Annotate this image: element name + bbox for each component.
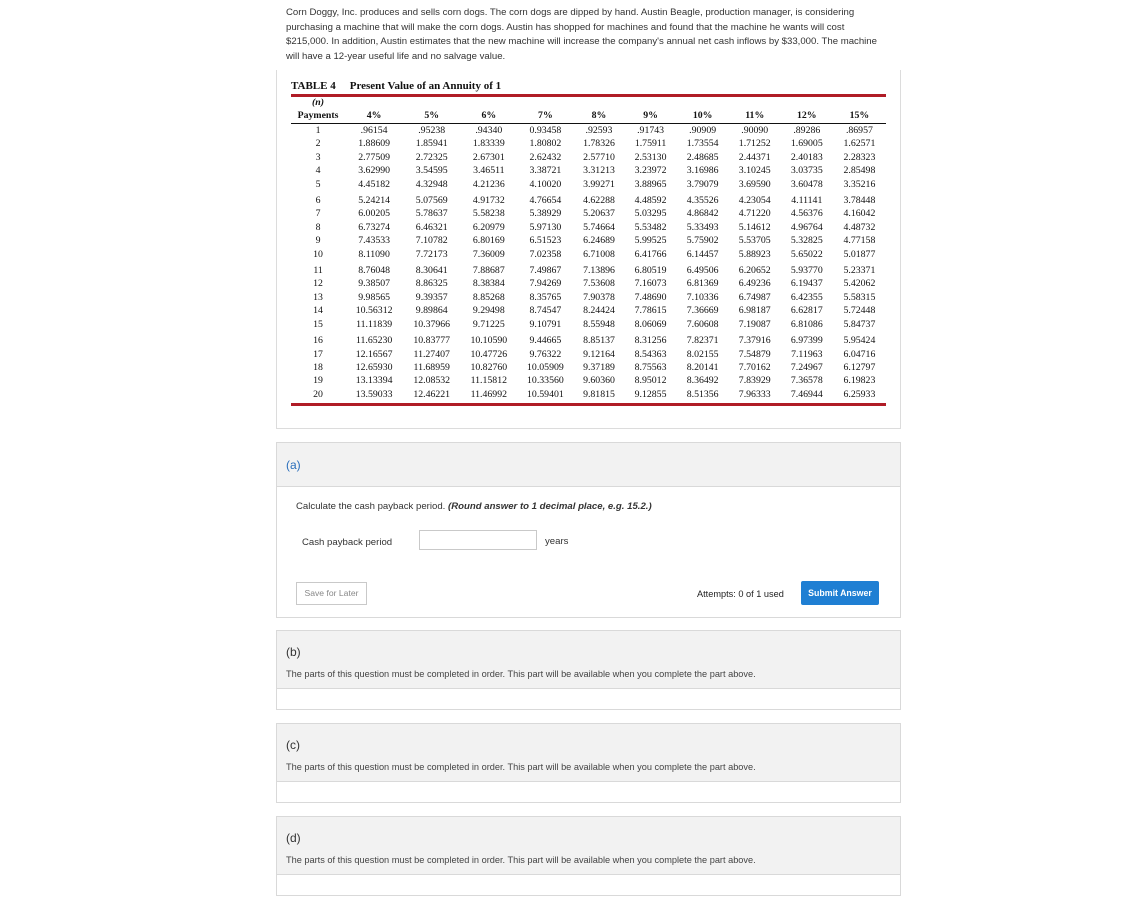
attempts-counter: Attempts: 0 of 1 used (697, 589, 784, 599)
factor-cell: 3.99271 (583, 178, 615, 190)
table-row (291, 164, 886, 177)
factor-cell: 5.95424 (843, 335, 876, 347)
factor-cell: 9.12855 (634, 388, 667, 400)
part-c-body (277, 782, 900, 802)
factor-cell: 6.80169 (472, 235, 505, 247)
rate-header: 4% (345, 109, 403, 124)
factor-cell: 8.95012 (634, 375, 667, 387)
rate-header: 8% (573, 109, 624, 124)
table-row (291, 318, 886, 331)
factor-cell: 3.62990 (358, 165, 391, 177)
factor-cell: 4.86842 (686, 208, 719, 220)
factor-cell: 7.36669 (686, 305, 719, 317)
factor-cell: 7.19087 (738, 318, 771, 330)
table-row (291, 264, 886, 277)
factor-cell: 5.84737 (843, 318, 876, 330)
factor-cell: 9.12164 (583, 348, 615, 360)
factor-cell: 5.14612 (738, 221, 771, 233)
annuity-table (291, 78, 886, 406)
period-cell: 18 (313, 361, 323, 373)
factor-cell: 4.76654 (529, 195, 562, 207)
part-a-instruction (296, 501, 652, 512)
factor-cell: 2.48685 (686, 151, 719, 163)
factor-cell: 3.78448 (843, 195, 876, 207)
factor-cell: 4.11141 (791, 195, 823, 207)
factor-cell: 9.81815 (583, 388, 615, 400)
factor-cell: 2.44371 (738, 151, 771, 163)
factor-cell: .94340 (475, 125, 503, 136)
factor-cell: 3.54595 (415, 165, 448, 177)
factor-cell: 7.24967 (790, 361, 823, 373)
factor-cell: .90090 (741, 125, 769, 136)
factor-cell: 9.89864 (415, 305, 448, 317)
table-row (291, 194, 886, 207)
factor-cell: 2.57710 (583, 151, 615, 163)
factor-cell: 5.42062 (843, 278, 876, 290)
factor-cell: 7.11963 (791, 348, 823, 360)
table-row (291, 234, 886, 247)
table-row (291, 207, 886, 220)
factor-cell: 10.37966 (413, 318, 451, 330)
factor-cell: 8.11090 (358, 248, 390, 260)
factor-cell: 7.53608 (583, 278, 615, 290)
period-cell: 7 (315, 208, 321, 220)
cash-payback-label: Cash payback period (302, 537, 393, 548)
factor-cell: 6.41766 (634, 248, 667, 260)
factor-cell: 10.10590 (470, 335, 508, 347)
part-d-body (277, 875, 900, 895)
factor-cell: 8.86325 (415, 278, 448, 290)
factor-cell: 1.69005 (790, 138, 823, 150)
factor-cell: 1.83339 (472, 138, 505, 150)
factor-cell: 7.83929 (738, 375, 771, 387)
rate-header: 5% (403, 109, 460, 124)
factor-cell: 10.33560 (527, 375, 564, 387)
period-cell: 5 (315, 178, 321, 190)
factor-cell: 6.98187 (738, 305, 771, 317)
factor-cell: 2.28323 (843, 151, 876, 163)
factor-cell: 1.78326 (583, 138, 615, 150)
units-label: years (545, 536, 569, 547)
table-row (291, 277, 886, 290)
factor-cell: 7.13896 (583, 265, 615, 277)
factor-cell: 6.04716 (843, 348, 876, 360)
factor-cell: 7.70162 (738, 361, 771, 373)
factor-cell: 4.21236 (472, 178, 505, 190)
table-row (291, 178, 886, 191)
factor-cell: 8.35765 (529, 291, 562, 303)
part-c-section (276, 723, 901, 803)
factor-cell: 4.91732 (472, 195, 505, 207)
factor-cell: 1.85941 (415, 138, 448, 150)
factor-cell: 1.62571 (843, 138, 876, 150)
factor-cell: 9.38507 (358, 278, 391, 290)
n-header: (n) (312, 97, 325, 108)
table-row (291, 334, 886, 347)
factor-cell: 5.23371 (843, 265, 876, 277)
factor-cell: 7.37916 (738, 335, 771, 347)
part-c-locked-message: The parts of this question must be completed in order. This part will be available when you complete the part above. (286, 762, 756, 772)
part-d-letter: (d) (286, 831, 301, 845)
factor-cell: 8.74547 (529, 305, 562, 317)
rate-header: 11% (729, 109, 781, 124)
factor-cell: 1.80802 (529, 138, 562, 150)
factor-cell: 3.31213 (583, 165, 615, 177)
factor-cell: 13.59033 (355, 388, 393, 400)
payments-header: Payments (291, 109, 345, 124)
factor-cell: 6.14457 (686, 248, 719, 260)
factor-cell: 4.32948 (415, 178, 448, 190)
factor-cell: .95238 (418, 125, 446, 136)
table-row (291, 361, 886, 374)
factor-cell: 2.67301 (472, 151, 505, 163)
period-cell: 16 (313, 335, 323, 347)
period-cell: 3 (315, 151, 321, 163)
period-cell: 1 (315, 125, 321, 136)
factor-cell: 4.35526 (686, 195, 719, 207)
factor-cell: 5.58238 (472, 208, 505, 220)
rate-header: 12% (781, 109, 833, 124)
factor-cell: 7.16073 (634, 278, 667, 290)
factor-cell: 6.81369 (686, 278, 719, 290)
factor-cell: 5.75902 (686, 235, 719, 247)
factor-cell: .86957 (845, 125, 873, 136)
factor-cell: 5.03295 (634, 208, 667, 220)
factor-cell: 12.08532 (413, 375, 451, 387)
factor-cell: 8.36492 (686, 375, 719, 387)
factor-cell: 3.60478 (790, 178, 823, 190)
factor-cell: 8.54363 (634, 348, 667, 360)
table-row (291, 221, 886, 234)
factor-cell: 1.73554 (686, 138, 719, 150)
submit-answer-button[interactable]: Submit Answer (801, 581, 879, 605)
factor-cell: .90909 (689, 125, 717, 136)
factor-cell: 10.59401 (527, 388, 564, 400)
factor-cell: 1.75911 (634, 138, 667, 150)
factor-cell: 11.11839 (356, 318, 393, 330)
factor-cell: 8.85268 (472, 291, 505, 303)
factor-cell: 7.49867 (529, 265, 562, 277)
factor-cell: 7.72173 (415, 248, 448, 260)
part-a-section (276, 442, 901, 618)
period-cell: 10 (313, 248, 323, 260)
factor-cell: 6.80519 (634, 265, 667, 277)
factor-cell: 8.75563 (634, 361, 667, 373)
factor-cell: 7.02358 (529, 248, 562, 260)
period-cell: 13 (313, 291, 323, 303)
table-row (291, 374, 886, 387)
factor-cell: 9.44665 (529, 335, 562, 347)
factor-cell: 4.48592 (634, 195, 667, 207)
factor-cell: 5.88923 (738, 248, 771, 260)
part-a-body (277, 487, 900, 617)
part-b-section (276, 630, 901, 710)
cash-payback-input[interactable] (419, 530, 537, 550)
factor-cell: 3.46511 (473, 165, 505, 177)
factor-cell: 3.35216 (843, 178, 876, 190)
factor-cell: 7.36009 (472, 248, 505, 260)
factor-cell: 0.93458 (529, 125, 562, 136)
factor-cell: 3.10245 (738, 165, 771, 177)
part-b-header (277, 631, 900, 689)
factor-cell: 11.46992 (470, 388, 507, 400)
period-cell: 6 (315, 195, 321, 207)
factor-cell: 4.48732 (843, 221, 876, 233)
factor-cell: 8.02155 (686, 348, 719, 360)
factor-cell: 6.46321 (415, 221, 448, 233)
factor-cell: 1.71252 (738, 138, 771, 150)
part-b-body (277, 689, 900, 709)
factor-cell: 8.51356 (686, 388, 719, 400)
factor-cell: 9.71225 (472, 318, 505, 330)
period-cell: 15 (313, 318, 323, 330)
factor-cell: 5.53705 (738, 235, 771, 247)
factor-cell: 10.83777 (413, 335, 451, 347)
factor-cell: 6.19437 (790, 278, 823, 290)
present-value-table (291, 97, 886, 401)
factor-cell: 6.42355 (790, 291, 823, 303)
factor-cell: 7.43533 (358, 235, 391, 247)
part-c-header (277, 724, 900, 782)
factor-cell: 3.38721 (529, 165, 562, 177)
factor-cell: 8.30641 (415, 265, 448, 277)
factor-cell: .92593 (585, 125, 613, 136)
factor-cell: 11.65230 (355, 335, 393, 347)
factor-cell: 4.23054 (738, 195, 771, 207)
factor-cell: 3.16986 (686, 165, 719, 177)
factor-cell: 7.78615 (634, 305, 667, 317)
table-row (291, 124, 886, 138)
factor-cell: 4.16042 (843, 208, 876, 220)
factor-cell: 7.60608 (686, 318, 719, 330)
instruction-text: Calculate the cash payback period. (296, 501, 446, 512)
table-title (291, 78, 886, 94)
rate-header: 7% (517, 109, 573, 124)
part-d-locked-message: The parts of this question must be completed in order. This part will be available when you complete the part above. (286, 855, 756, 865)
period-cell: 20 (313, 388, 323, 400)
factor-cell: 3.03735 (790, 165, 823, 177)
annuity-table-panel (276, 70, 901, 429)
part-d-header (277, 817, 900, 875)
table-row (291, 291, 886, 304)
factor-cell: 6.71008 (583, 248, 615, 260)
factor-cell: 8.31256 (634, 335, 667, 347)
table-row (291, 348, 886, 361)
factor-cell: 7.48690 (634, 291, 667, 303)
factor-cell: 8.20141 (686, 361, 719, 373)
factor-cell: 3.69590 (738, 178, 771, 190)
factor-cell: 8.06069 (634, 318, 667, 330)
factor-cell: 10.82760 (470, 361, 508, 373)
factor-cell: 7.88687 (472, 265, 505, 277)
table-heading: Present Value of an Annuity of 1 (349, 80, 502, 92)
factor-cell: 7.46944 (790, 388, 823, 400)
factor-cell: 10.05909 (527, 361, 564, 373)
factor-cell: 5.99525 (634, 235, 667, 247)
factor-cell: 4.71220 (738, 208, 771, 220)
factor-cell: 11.15812 (470, 375, 507, 387)
factor-cell: 10.47726 (470, 348, 508, 360)
factor-cell: 4.77158 (843, 235, 876, 247)
table-row (291, 388, 886, 401)
factor-cell: 6.24689 (583, 235, 615, 247)
factor-cell: 8.85137 (583, 335, 615, 347)
factor-cell: 3.23972 (634, 165, 667, 177)
factor-cell: 6.81086 (790, 318, 823, 330)
factor-cell: 9.98565 (358, 291, 391, 303)
factor-cell: 9.10791 (529, 318, 562, 330)
factor-cell: 6.20979 (472, 221, 505, 233)
factor-cell: 11.68959 (413, 361, 450, 373)
factor-cell: 7.82371 (686, 335, 719, 347)
factor-cell: 12.16567 (355, 348, 393, 360)
factor-cell: 4.96764 (790, 221, 823, 233)
factor-cell: 9.39357 (415, 291, 448, 303)
factor-cell: 6.20652 (738, 265, 771, 277)
rate-header: 9% (625, 109, 677, 124)
part-c-letter: (c) (286, 738, 300, 752)
period-cell: 12 (313, 278, 323, 290)
rate-header: 15% (833, 109, 886, 124)
table-bottom-rule (291, 403, 886, 406)
factor-cell: 7.94269 (529, 278, 562, 290)
factor-cell: 5.74664 (583, 221, 615, 233)
factor-cell: 5.38929 (529, 208, 562, 220)
part-a-header (277, 443, 900, 487)
factor-cell: .96154 (360, 125, 388, 136)
factor-cell: 8.38384 (472, 278, 505, 290)
factor-cell: 5.58315 (843, 291, 876, 303)
factor-cell: 7.10782 (415, 235, 448, 247)
rate-header: 10% (677, 109, 729, 124)
save-for-later-button[interactable]: Save for Later (296, 582, 367, 605)
factor-cell: 10.56312 (355, 305, 393, 317)
factor-cell: 5.97130 (529, 221, 562, 233)
table-row (291, 248, 886, 261)
factor-cell: 7.36578 (790, 375, 823, 387)
factor-cell: 5.78637 (415, 208, 448, 220)
factor-cell: 2.85498 (843, 165, 876, 177)
period-cell: 14 (313, 305, 323, 317)
factor-cell: 6.74987 (738, 291, 771, 303)
factor-cell: 2.77509 (358, 151, 391, 163)
factor-cell: 3.79079 (686, 178, 719, 190)
factor-cell: 7.10336 (686, 291, 719, 303)
factor-cell: 6.73274 (358, 221, 391, 233)
factor-cell: 7.96333 (738, 388, 771, 400)
factor-cell: 5.33493 (686, 221, 719, 233)
factor-cell: 5.53482 (634, 221, 667, 233)
period-cell: 11 (313, 265, 323, 277)
factor-cell: 5.24214 (358, 195, 391, 207)
rate-header: 6% (460, 109, 517, 124)
factor-cell: 5.65022 (790, 248, 823, 260)
factor-cell: 8.76048 (358, 265, 391, 277)
factor-cell: 7.90378 (583, 291, 615, 303)
period-cell: 8 (315, 221, 321, 233)
factor-cell: 12.46221 (413, 388, 451, 400)
table-row (291, 137, 886, 150)
factor-cell: 6.00205 (358, 208, 391, 220)
period-cell: 17 (313, 348, 323, 360)
period-cell: 2 (315, 138, 321, 150)
factor-cell: 8.55948 (583, 318, 615, 330)
factor-cell: 5.32825 (790, 235, 823, 247)
factor-cell: 2.72325 (415, 151, 448, 163)
period-cell: 9 (315, 235, 321, 247)
factor-cell: 9.60360 (583, 375, 615, 387)
table-row (291, 151, 886, 164)
factor-cell: 6.62817 (790, 305, 823, 317)
part-b-locked-message: The parts of this question must be completed in order. This part will be available when you complete the part above. (286, 669, 756, 679)
factor-cell: 12.65930 (355, 361, 393, 373)
factor-cell: 2.40183 (790, 151, 823, 163)
factor-cell: 4.45182 (358, 178, 391, 190)
factor-cell: 2.53130 (634, 151, 667, 163)
factor-cell: 9.37189 (583, 361, 615, 373)
factor-cell: 1.88609 (358, 138, 391, 150)
period-cell: 4 (315, 165, 321, 177)
factor-cell: 6.49506 (686, 265, 719, 277)
factor-cell: 6.25933 (843, 388, 876, 400)
factor-cell: 13.13394 (355, 375, 393, 387)
factor-cell: 9.29498 (472, 305, 505, 317)
part-a-letter: (a) (286, 458, 301, 472)
period-cell: 19 (313, 375, 323, 387)
factor-cell: 6.12797 (843, 361, 876, 373)
part-d-section (276, 816, 901, 896)
factor-cell: 9.76322 (529, 348, 562, 360)
factor-cell: 7.54879 (738, 348, 771, 360)
factor-cell: 3.88965 (634, 178, 667, 190)
factor-cell: 6.51523 (529, 235, 562, 247)
factor-cell: 6.49236 (738, 278, 771, 290)
part-b-letter: (b) (286, 645, 301, 659)
factor-cell: 6.19823 (843, 375, 876, 387)
factor-cell: 5.93770 (790, 265, 823, 277)
rounding-hint: (Round answer to 1 decimal place, e.g. 15.2.) (448, 501, 652, 512)
factor-cell: 4.56376 (790, 208, 823, 220)
factor-cell: 5.07569 (415, 195, 448, 207)
factor-cell: .89286 (793, 125, 821, 136)
table-label: TABLE 4 (291, 80, 336, 92)
factor-cell: 5.72448 (843, 305, 876, 317)
table-row (291, 304, 886, 317)
factor-cell: .91743 (637, 125, 665, 136)
factor-cell: 8.24424 (583, 305, 615, 317)
factor-cell: 5.01877 (843, 248, 876, 260)
problem-statement: Corn Doggy, Inc. produces and sells corn dogs. The corn dogs are dipped by hand. Austin Beagle, production manager, is considering purchasing a machine that will make the corn dogs. Austin has shopped for machines and found that the machine he wants will cost $215,000. In addition, Austin estimates that the new machine will increase the company's annual net cash inflows by $33,000. The machine will have a 12-year useful life and no salvage value. (286, 7, 877, 62)
factor-cell: 2.62432 (529, 151, 562, 163)
factor-cell: 5.20637 (583, 208, 615, 220)
factor-cell: 6.97399 (790, 335, 823, 347)
factor-cell: 4.10020 (529, 178, 562, 190)
factor-cell: 11.27407 (413, 348, 450, 360)
factor-cell: 4.62288 (583, 195, 615, 207)
